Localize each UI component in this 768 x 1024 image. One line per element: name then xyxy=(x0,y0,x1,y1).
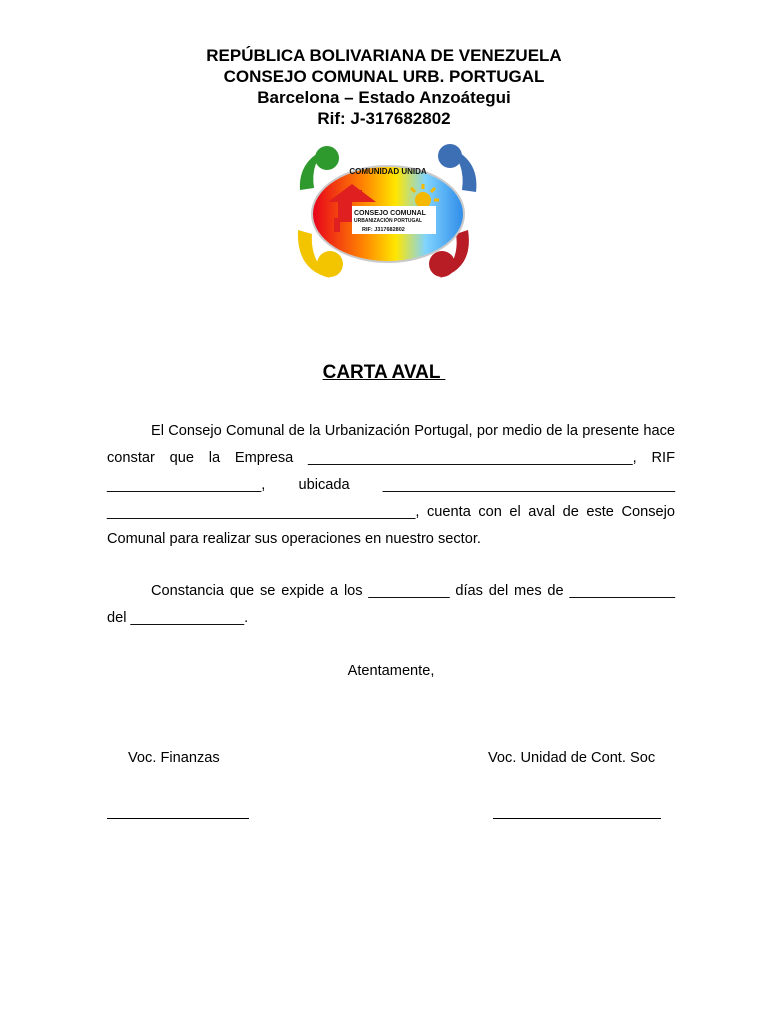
paragraph-2-text: Constancia que se expide a los __________ días del mes de _____________ del ______________. xyxy=(107,583,675,626)
header-rif: Rif: J-317682802 xyxy=(317,109,451,128)
logo-top-text: COMUNIDAD UNIDA xyxy=(349,167,427,176)
header-council: CONSEJO COMUNAL URB. PORTUGAL xyxy=(223,67,545,86)
header-country: REPÚBLICA BOLIVARIANA DE VENEZUELA xyxy=(206,46,562,65)
signature-label-unidad-contraloria: Voc. Unidad de Cont. Soc xyxy=(488,750,656,766)
logo-rif-text: RIF: J317682802 xyxy=(362,227,405,233)
signature-label-finanzas: Voc. Finanzas xyxy=(128,750,220,766)
logo-urbanization-text: URBANIZACIÓN PORTUGAL xyxy=(354,218,423,224)
header-location: Barcelona – Estado Anzoátegui xyxy=(257,88,511,107)
document-header xyxy=(0,45,768,129)
title-text: CARTA AVAL xyxy=(322,362,446,383)
document-title xyxy=(0,362,768,384)
paragraph-1-text: El Consejo Comunal de la Urbanización Portugal, por medio de la presente hace constar que la Empresa ________________________________________, RIF ___________________, ubicada ____________________________________ ______________________________________, cuenta con el aval de este Consejo Comunal para realizar sus operaciones en nuestro sector. xyxy=(107,423,675,547)
body-paragraph-2 xyxy=(107,578,675,632)
closing-salutation: Atentamente, xyxy=(347,663,435,679)
signature-line-right xyxy=(493,818,661,820)
logo-council-text: CONSEJO COMUNAL xyxy=(354,210,426,217)
council-logo xyxy=(290,140,486,290)
body-paragraph-1 xyxy=(107,418,675,553)
signature-line-left xyxy=(107,818,249,820)
